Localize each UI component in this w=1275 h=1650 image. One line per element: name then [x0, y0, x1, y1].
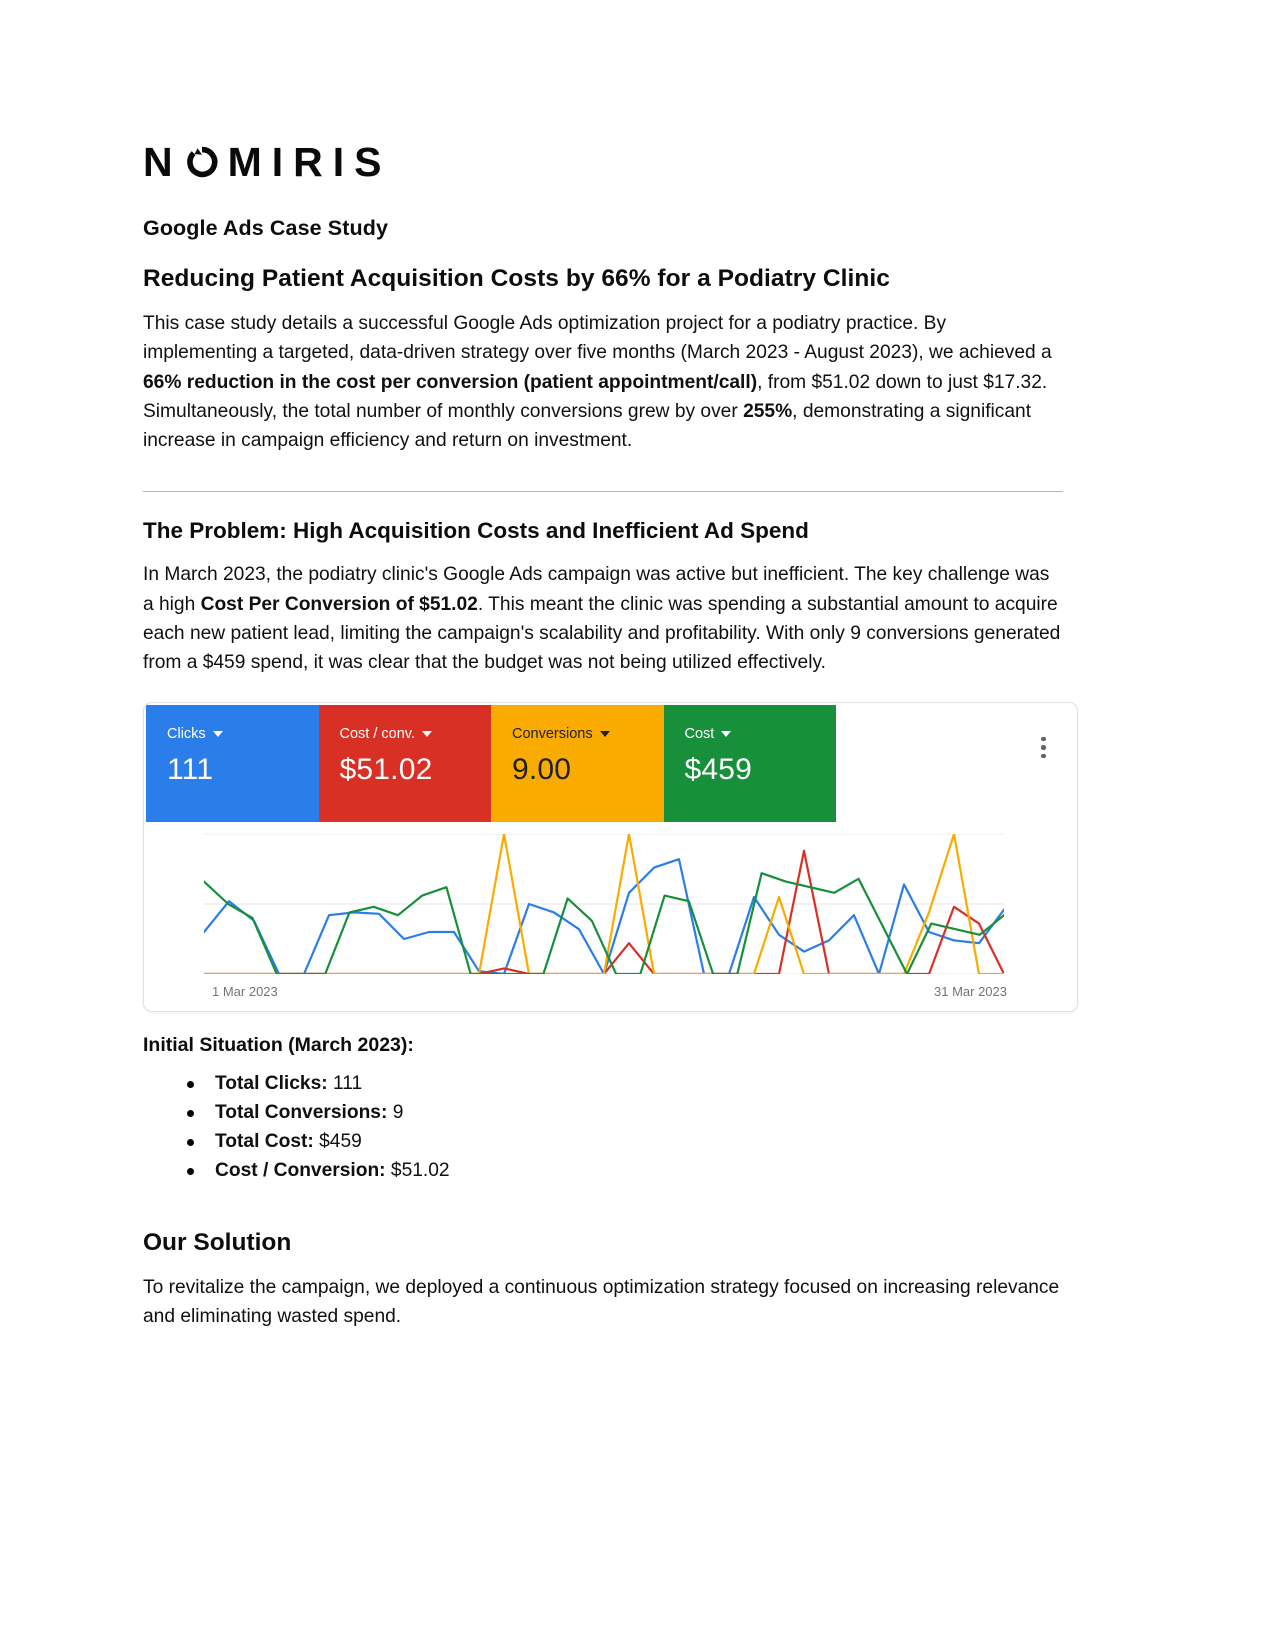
- chevron-down-icon[interactable]: [721, 731, 731, 737]
- list-item-label: Total Conversions:: [215, 1101, 388, 1123]
- section-divider: [143, 491, 1063, 492]
- brand-logo: [143, 136, 1063, 188]
- list-item-value: $51.02: [390, 1159, 450, 1181]
- intro-paragraph: [143, 309, 1063, 455]
- intro-text-a: This case study details a successful Google Ads optimization project for a podiatry practice. By implementing a targeted, data-driven strategy over five months (March 2023 - August 2023), we achieved a: [143, 313, 1052, 364]
- list-item-label: Total Clicks:: [215, 1072, 328, 1094]
- metric-label-row-cost-per-conv[interactable]: [340, 727, 492, 742]
- metric-value-cost-per-conv: $51.02: [339, 753, 433, 787]
- initial-situation-heading: Initial Situation (March 2023):: [143, 1033, 414, 1056]
- chevron-down-icon[interactable]: [422, 731, 432, 737]
- chart-plot-region: [204, 834, 1004, 974]
- metric-card-clicks[interactable]: [146, 705, 319, 822]
- chart-axis-label-end: 31 Mar 2023: [934, 983, 1007, 999]
- list-item-value: 9: [392, 1101, 404, 1123]
- metric-label-clicks: Clicks: [167, 725, 206, 742]
- intro-highlight-reduction: 66% reduction in the cost per conversion (patient appointment/call): [143, 371, 758, 393]
- document-page: [143, 0, 1063, 1331]
- chevron-down-icon[interactable]: [600, 731, 610, 737]
- chevron-down-icon[interactable]: [213, 731, 223, 737]
- intro-text-e: , demonstrating a significant increase in campaign efficiency and return on investment.: [143, 400, 1032, 452]
- metric-card-cost-per-conv[interactable]: [319, 705, 492, 822]
- metric-label-row-cost[interactable]: [685, 727, 837, 742]
- metric-label-conversions: Conversions: [512, 725, 593, 742]
- metric-value-conversions: 9.00: [512, 753, 572, 787]
- list-item: [187, 1127, 1063, 1156]
- brand-logo-power-o-icon: [185, 145, 219, 179]
- problem-text-c: . This meant the clinic was spending a substantial amount to acquire each new patient lead, limiting the campaign's scalability and profitability. With only 9 conversions generated from a $459 spend, it was clear that the budget was not being utilized effectively.: [143, 593, 1061, 674]
- problem-section-heading: The Problem: High Acquisition Costs and Inefficient Ad Spend: [143, 518, 809, 544]
- page-title: Reducing Patient Acquisition Costs by 66% for a Podiatry Clinic: [143, 265, 890, 292]
- list-item-label: Cost / Conversion:: [215, 1159, 386, 1181]
- list-item: [187, 1098, 1063, 1127]
- brand-logo-text: [143, 138, 392, 185]
- problem-paragraph: [143, 560, 1063, 677]
- metric-card-cost[interactable]: [664, 705, 837, 822]
- problem-text-a: In March 2023, the podiatry clinic's Google Ads campaign was active but inefficient. The key challenge was a high: [143, 564, 1050, 615]
- chart-series-line: [204, 859, 1004, 974]
- chart-svg: [204, 834, 1004, 974]
- list-item: [187, 1156, 1063, 1185]
- list-item-value: 111: [333, 1072, 363, 1094]
- solution-paragraph: To revitalize the campaign, we deployed a continuous optimization strategy focused on increasing relevance and eliminating wasted spend.: [143, 1276, 1060, 1327]
- document-kicker: Google Ads Case Study: [143, 216, 389, 240]
- brand-logo-letters-miris: MIRIS: [227, 138, 392, 185]
- kebab-dot-2: [1041, 745, 1046, 750]
- metric-label-row-clicks[interactable]: [167, 727, 319, 742]
- brand-logo-letter-n: N: [143, 138, 183, 185]
- chart-axis-label-start: 1 Mar 2023: [212, 983, 278, 999]
- initial-situation-list: [143, 1069, 1063, 1185]
- solution-section-heading: Our Solution: [143, 1228, 292, 1256]
- kebab-dot-3: [1041, 754, 1046, 759]
- intro-text-c: , from $51.02 down to just $17.32. Simultaneously, the total number of monthly conversions grew by over: [143, 371, 1048, 422]
- list-item: [187, 1069, 1063, 1098]
- kebab-dot-1: [1041, 737, 1046, 742]
- metric-card-conversions[interactable]: [491, 705, 664, 822]
- metric-label-cost-per-conv: Cost / conv.: [339, 725, 415, 742]
- list-item-label: Total Cost:: [215, 1130, 314, 1152]
- metric-value-clicks: 111: [167, 753, 214, 787]
- list-item-value: $459: [319, 1130, 362, 1152]
- intro-highlight-growth: 255%: [743, 400, 793, 422]
- metric-value-cost: $459: [684, 753, 753, 787]
- kebab-menu-icon[interactable]: [1041, 737, 1046, 759]
- metric-label-row-conversions[interactable]: [512, 727, 664, 742]
- performance-line-chart: [144, 824, 1078, 1012]
- problem-highlight-cpc: Cost Per Conversion of $51.02: [200, 593, 478, 615]
- google-ads-metrics-card: [143, 702, 1078, 1012]
- metrics-strip: [146, 705, 836, 822]
- metric-label-cost: Cost: [684, 725, 715, 742]
